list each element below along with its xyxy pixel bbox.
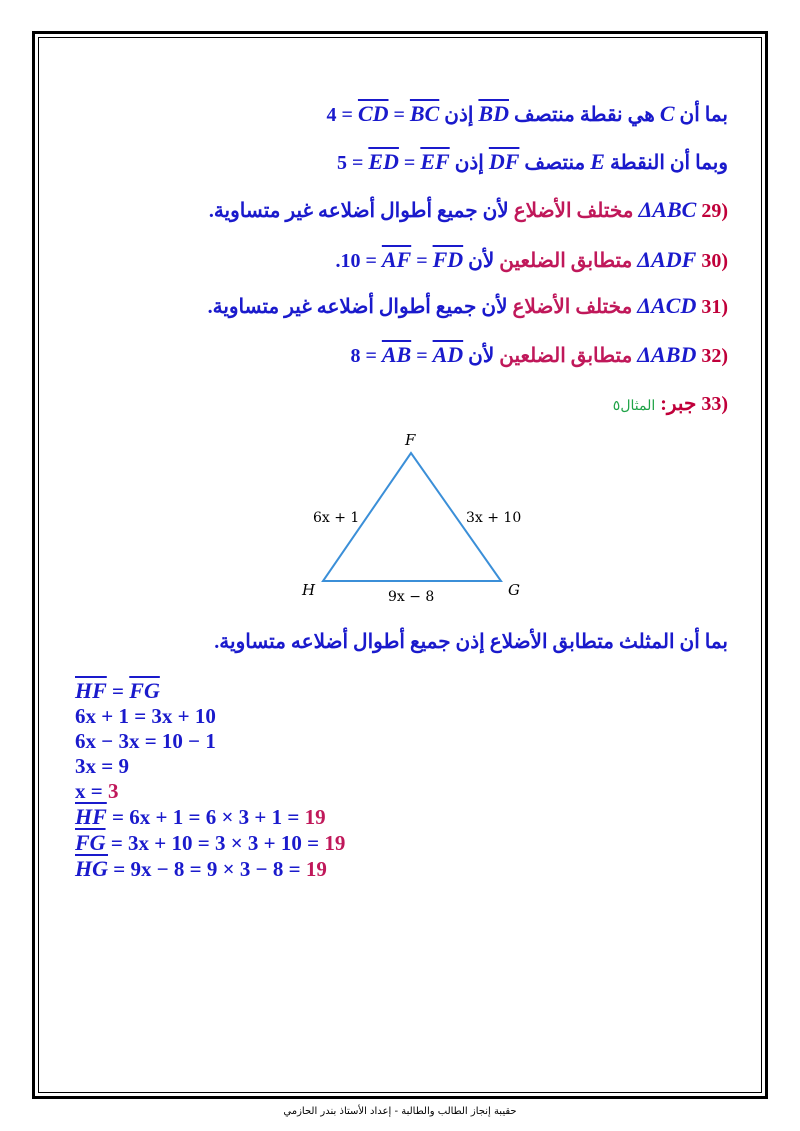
triangle-acd: ΔACD	[637, 293, 697, 318]
text: إذن	[444, 104, 474, 126]
triangle-abd: ΔABD	[637, 342, 697, 367]
item-29	[209, 196, 728, 225]
page-footer: حقيبة إنجاز الطالب والطالبة - إعداد الأستاذ بندر الحازمي	[283, 1106, 517, 1117]
equation	[327, 100, 440, 129]
x-value: 3	[107, 779, 119, 803]
segment-fg: $\overline{FG}$	[75, 830, 106, 855]
classification: مختلف الأضلاع	[513, 200, 634, 222]
equation-block	[75, 678, 475, 882]
reason: لأن جميع أطوال أضلاعه غير متساوية.	[208, 200, 509, 222]
segment-bd: $\overline{BD}$	[478, 101, 509, 126]
equation	[337, 148, 450, 177]
eq-part: =	[393, 104, 405, 126]
equation-line: 3x = 9	[75, 754, 129, 778]
text: بما أن	[679, 104, 728, 126]
reason: لأن	[468, 345, 495, 367]
segment-hf: $\overline{HF}$	[75, 804, 107, 829]
segment-cd: $\overline{CD}$	[357, 101, 389, 126]
var-c: C	[659, 101, 675, 126]
text: منتصف	[524, 152, 586, 174]
eq-part: =	[416, 345, 428, 367]
triangle-adf: ΔADF	[637, 247, 697, 272]
text: هي نقطة منتصف	[513, 104, 655, 126]
line-e-midpoint	[337, 148, 728, 177]
equation-line	[75, 856, 475, 882]
example-ref: المثال٥	[612, 399, 656, 414]
statement	[214, 628, 728, 656]
eq-part: = 9x − 8 = 9 × 3 − 8 =	[108, 857, 306, 881]
item-31	[208, 292, 728, 321]
equation-line	[75, 804, 475, 830]
item-number: (31	[701, 296, 728, 318]
text: إذن	[454, 152, 484, 174]
vertex-f-label: F	[405, 431, 416, 449]
equation	[350, 341, 463, 370]
text: وبما أن النقطة	[609, 152, 728, 174]
equation	[340, 246, 463, 275]
item-number: (30	[701, 250, 728, 272]
reason: لأن	[468, 250, 495, 272]
result: 19	[304, 805, 326, 829]
segment-bc: $\overline{BC}$	[409, 101, 440, 126]
classification: مختلف الأضلاع	[512, 296, 633, 318]
segment-hg: $\overline{HG}$	[75, 856, 108, 881]
eq-part: 5 =	[336, 152, 364, 174]
segment-fg: $\overline{FG}$	[129, 678, 160, 703]
segment-hf: $\overline{HF}$	[75, 678, 107, 703]
line-c-midpoint	[327, 100, 728, 129]
period: .	[335, 250, 341, 272]
side-hf-label: 6x + 1	[313, 510, 360, 526]
triangle-abc: ΔABC	[638, 197, 697, 222]
eq-part: =	[403, 152, 416, 174]
segment-ef: $\overline{EF}$	[420, 149, 450, 174]
vertex-g-label: G	[508, 581, 520, 599]
side-hg-label: 9x − 8	[388, 589, 435, 605]
section-title: جبر:	[660, 393, 697, 415]
equation-line: 6x − 3x = 10 − 1	[75, 729, 216, 753]
item-32	[350, 341, 728, 370]
item-number: (32	[701, 345, 728, 367]
reason: لأن جميع أطوال أضلاعه غير متساوية.	[207, 296, 508, 318]
result: 19	[305, 857, 327, 881]
equation-line	[75, 830, 475, 856]
side-fg-label: 3x + 10	[466, 510, 522, 526]
statement-text: بما أن المثلث متطابق الأضلاع إذن جميع أطوال أضلاعه متساوية.	[214, 631, 728, 653]
result: 19	[324, 831, 346, 855]
eq-part: = 6x + 1 = 6 × 3 + 1 =	[106, 805, 305, 829]
equation-line	[75, 779, 475, 804]
segment-fd: $\overline{FD}$	[432, 247, 464, 272]
triangle-figure	[290, 425, 540, 610]
item-number: (29	[701, 200, 728, 222]
eq-part: 8 =	[350, 345, 377, 367]
eq-part: 10 =	[340, 250, 377, 272]
segment-ab: $\overline{AB}$	[381, 342, 412, 367]
eq-part: 4 =	[326, 104, 353, 126]
item-30	[335, 246, 728, 275]
segment-df: $\overline{DF}$	[488, 149, 520, 174]
equation-line	[75, 678, 475, 704]
eq-part: =	[106, 679, 130, 703]
var-e: E	[590, 149, 605, 174]
item-number: (33	[701, 393, 728, 415]
segment-af: $\overline{AF}$	[381, 247, 412, 272]
item-33	[613, 390, 728, 421]
eq-part: x =	[75, 779, 108, 803]
segment-ed: $\overline{ED}$	[368, 149, 399, 174]
equation-line: 6x + 1 = 3x + 10	[75, 704, 216, 728]
segment-ad: $\overline{AD}$	[432, 342, 464, 367]
eq-part: =	[416, 250, 428, 272]
classification: متطابق الضلعين	[499, 345, 633, 367]
eq-part: = 3x + 10 = 3 × 3 + 10 =	[105, 831, 325, 855]
vertex-h-label: H	[302, 581, 316, 599]
classification: متطابق الضلعين	[499, 250, 633, 272]
